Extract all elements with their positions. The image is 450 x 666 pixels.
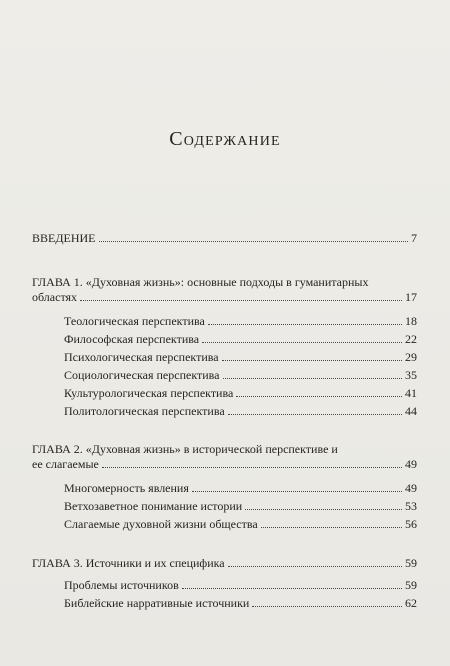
- toc-entry-label: Психологическая перспектива: [64, 350, 219, 364]
- toc-page-number: 17: [405, 290, 417, 304]
- toc-entry-label: Культурологическая перспектива: [64, 386, 234, 400]
- dot-leader: [208, 324, 402, 325]
- dot-leader: [245, 509, 402, 510]
- toc-entry-introduction[interactable]: [32, 231, 417, 246]
- toc-entry-components[interactable]: [64, 517, 417, 532]
- toc-entry-chapter-1[interactable]: [32, 275, 417, 305]
- toc-page-number: 41: [405, 386, 417, 400]
- toc-entry-chapter-3[interactable]: [32, 556, 417, 571]
- toc-entry-label: Слагаемые духовной жизни общества: [64, 517, 258, 531]
- dot-leader: [252, 606, 402, 607]
- toc-entry-label: ВВЕДЕНИЕ: [32, 231, 96, 245]
- toc-entry-label-line1: ГЛАВА 1. «Духовная жизнь»: основные подходы в гуманитарных: [32, 275, 369, 289]
- toc-page-number: 49: [405, 457, 417, 471]
- toc-page-number: 44: [405, 404, 417, 418]
- toc-page-number: 59: [405, 578, 417, 592]
- dot-leader: [102, 467, 402, 468]
- toc-entry-biblical-sources[interactable]: [64, 596, 417, 611]
- toc-page-number: 18: [405, 314, 417, 328]
- toc-entry-label: Ветхозаветное понимание истории: [64, 499, 243, 513]
- toc-page-number: 29: [405, 350, 417, 364]
- toc-entry-label: Философская перспектива: [64, 332, 200, 346]
- toc-entry-label: Социологическая перспектива: [64, 368, 220, 382]
- page-title: Содержание: [169, 128, 281, 150]
- dot-leader: [192, 491, 402, 492]
- toc-entry-philosophical[interactable]: [64, 332, 417, 347]
- toc-page-number: 62: [405, 596, 417, 610]
- dot-leader: [99, 241, 408, 242]
- dot-leader: [223, 378, 403, 379]
- toc-page-number: 53: [405, 499, 417, 513]
- dot-leader: [228, 414, 402, 415]
- toc-entry-theological[interactable]: [64, 314, 417, 329]
- dot-leader: [222, 360, 402, 361]
- toc-entry-chapter-2[interactable]: [32, 442, 417, 472]
- dot-leader: [202, 342, 402, 343]
- toc-entry-sociological[interactable]: [64, 368, 417, 383]
- toc-entry-culturological[interactable]: [64, 386, 417, 401]
- dot-leader: [182, 588, 402, 589]
- toc-entry-psychological[interactable]: [64, 350, 417, 365]
- toc-page-number: 56: [405, 517, 417, 531]
- toc-entry-label: Проблемы источников: [64, 578, 179, 592]
- toc-entry-political[interactable]: [64, 404, 417, 419]
- toc-entry-label: Библейские нарративные источники: [64, 596, 250, 610]
- toc-entry-source-problems[interactable]: [64, 578, 417, 593]
- dot-leader: [236, 396, 402, 397]
- toc-entry-label: ГЛАВА 3. Источники и их специфика: [32, 556, 225, 570]
- toc-entry-label: Теологическая перспектива: [64, 314, 205, 328]
- dot-leader: [261, 527, 402, 528]
- toc-page-number: 35: [405, 368, 417, 382]
- toc-page-number: 22: [405, 332, 417, 346]
- toc-entry-old-testament[interactable]: [64, 499, 417, 514]
- toc-entry-label: областях: [32, 290, 78, 304]
- toc-entry-label: Многомерность явления: [64, 481, 189, 495]
- toc-entry-label: ее слагаемые: [32, 457, 99, 471]
- toc-entry-label-line1: ГЛАВА 2. «Духовная жизнь» в исторической перспективе и: [32, 442, 338, 456]
- dot-leader: [80, 300, 402, 301]
- toc-entry-label: Политологическая перспектива: [64, 404, 225, 418]
- toc-page-number: 49: [405, 481, 417, 495]
- dot-leader: [228, 566, 402, 567]
- toc-page-number: 7: [411, 231, 417, 245]
- toc-entry-multidimensionality[interactable]: [64, 481, 417, 496]
- toc-page-number: 59: [405, 556, 417, 570]
